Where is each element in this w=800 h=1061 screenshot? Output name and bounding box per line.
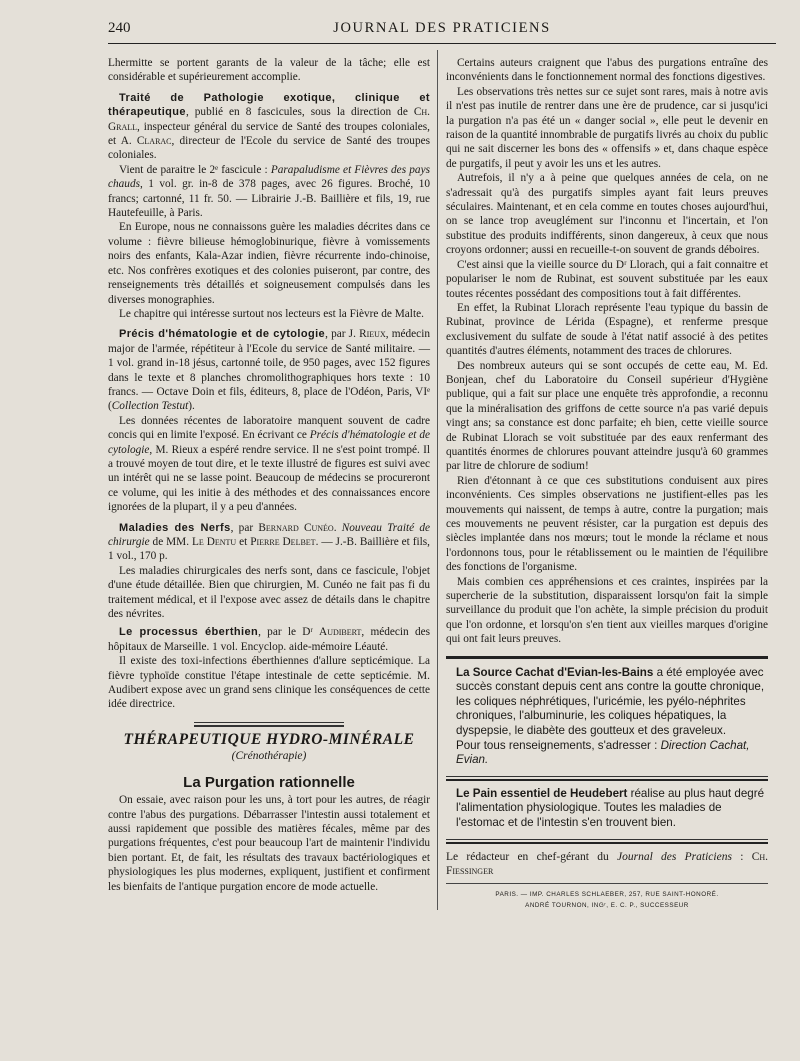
author-name: Bernard Cunéo — [258, 521, 334, 534]
column-separator — [437, 50, 438, 910]
text-run: , par — [230, 521, 259, 534]
text-run: Le rédacteur en chef-gérant du — [446, 850, 617, 863]
rule — [446, 839, 768, 844]
imprint-line-1: PARIS. — IMP. CHARLES SCHLAEBER, 257, RUE SAINT-HONORÉ. — [495, 891, 719, 899]
paragraph: Des nombreux auteurs qui se sont occupés de cette eau, M. Ed. Bonjean, chef du Laboratoire du Conseil supérieur d'Hygiène publique, qui a fait sur place une enquête très approfondie, a reconnu que la minéralisation des griffons de cette source n'a pas varié depuis vingt ans; sa constance est donc parfaite; eh bien, cette vieille source de Rubinat Llorach se voit substituée par des eaux renfermant des quantités énormes de chlorures pouvant atteindre jusqu'à 60 grammes par litre de chlorure de sodium! — [446, 359, 768, 473]
rule — [446, 656, 768, 659]
ad-title: La Source Cachat d'Evian-les-Bains — [456, 665, 654, 679]
right-column — [446, 56, 768, 910]
text-run: a été employée avec succès constant depuis cent ans contre la goutte chronique, les coliques néphrétiques, l'uricémie, les pyélo-néphrites chroniques, l'albuminurie, les coliques hépatiques, la dyspepsie, le diabète des goutteux et des graveleux. — [456, 665, 765, 738]
paragraph: Les observations très nettes sur ce sujet sont rares, mais à notre avis il n'est pas inutile de rentrer dans une ère de prudence, car si jusqu'ici la purgation n'a pas été un « danger social », elle peut le devenir en raison de la quantité innombrable de purgatifs livrés au choix du public qui ne sait discerner les bons des « offensifs » et, dans chaque espèce de purgatifs, il peut y avoir les uns et les autres. — [446, 85, 768, 170]
text-run: , inspecteur général du service de Santé des troupes coloniales, et A. — [108, 120, 430, 148]
paragraph: Mais combien ces appréhensions et ces craintes, inspirées par la supercherie de la substitution, disparaissent lorsqu'on fait la simple surveillance du produit que l'on achète, la simple précision du produit que l'on ordonne, et lorsqu'on s'en tient aux vieilles marques d'origine qui ont fait leurs preuves. — [446, 575, 768, 646]
paragraph: Le chapitre qui intéresse surtout nos lecteurs est la Fièvre de Malte. — [119, 307, 424, 320]
book-title: Nouveau Traité de chirurgie — [108, 521, 430, 548]
author-name: Ch. Grall — [108, 106, 430, 133]
text-run: , médecin major de l'armée, répétiteur à l'Ecole du service de Santé militaire. — 1 vol. grand in-18 jésus, cartonné toile, de 950 pages, avec 152 figures dans le texte et 8 planches chromolithographiques hors texte : 10 francs. — Octave Doin et fils, éditeurs, 8, place de l'Odéon, Paris, VIᵉ ( — [108, 328, 430, 413]
text-run: : — [731, 850, 752, 863]
book-review-processus-eberthien — [108, 625, 430, 654]
paragraph — [108, 414, 430, 515]
paragraph — [108, 163, 430, 221]
paragraph: Certains auteurs craignent que l'abus des purgations entraîne des inconvénients dans le fonctionnement normal des fonctions digestives. — [446, 57, 768, 84]
book-review-pathologie-exotique — [108, 91, 430, 163]
text-run: , par le Dʳ — [258, 626, 320, 639]
ad-title: Le Pain essentiel de Heudebert — [456, 786, 628, 800]
journal-name: Journal des Praticiens — [617, 850, 732, 863]
advertisement-heudebert — [446, 787, 768, 831]
ad-address: Direction Cachat, Evian. — [456, 738, 750, 767]
text-run: . — [333, 521, 342, 534]
page-header — [108, 18, 776, 44]
text-run: , 1 vol. gr. in-8 de 378 pages, avec 26 figures. Broché, 10 francs; cartonné, 11 fr. 50. — Librairie J.-B. Baillière et fils, 19, rue Hautefeuille, à Paris. — [108, 178, 430, 220]
paragraph: Rien d'étonnant à ce que ces substitutions conduisent aux pires inconvénients. Ces simples observations ne justifient-elles pas les mouvements qui naissent, de temps à autre, contre la purgation; mais ces mouvements ne peuvent résister, car la purgation est depuis des siècles implantée dans nos mœurs; tout le monde la réclame et nous l'ordonnons tous, pour le rétablissement ou le maintien de l'équilibre des fonctions de l'organisme. — [446, 474, 768, 574]
text-run: , publié en 8 fascicules, sous la direction de — [185, 106, 414, 119]
page-number: 240 — [108, 20, 131, 36]
review-title: Précis d'hématologie et de cytologie — [119, 328, 326, 341]
article-title: La Purgation rationnelle — [183, 773, 355, 791]
imprint-line-2: ANDRÉ TOURNON, INGʳ, E. C. P., SUCCESSEUR — [525, 901, 689, 909]
section-subtitle: (Crénothérapie) — [231, 750, 307, 763]
review-title: Maladies des Nerfs — [119, 521, 231, 534]
ad-text — [446, 787, 768, 831]
ad-text — [446, 666, 768, 739]
rule — [446, 776, 768, 781]
paragraph: On essaie, avec raison pour les uns, à tort pour les autres, de réagir contre l'abus des purgations. Débarrasser l'intestin aussi totalement et aussi rapidement que possible des matières fécales, même par des purgations fréquentes, c'est pour beaucoup l'art de maintenir l'individu bien portant. Et, de fait, les résultats des travaux bactériologiques et physiologiques les plus modernes, expliquent, justifient et confirment les bienfaits de l'antique purgation encore de mode actuelle. — [108, 794, 430, 893]
text-run: , par J. — [325, 328, 360, 341]
paragraph: Les maladies chirurgicales des nerfs sont, dans ce fascicule, l'objet d'une étude détaillée. Bien que chirurgien, M. Cunéo ne fait pas fi du traitement médical, et il l'expose avec assez de détails dans le chapitre des névrites. — [108, 564, 430, 621]
text-run: ). — [188, 400, 195, 413]
text-run: , médecin des hôpitaux de Marseille. 1 vol. Encyclop. aide-mémoire Léauté. — [108, 626, 430, 653]
paragraph: En effet, la Rubinat Llorach représente l'eau typique du bassin de Rubinat, province de Lérida (Espagne), et renferme presque exclusivement du sulfate de soude à l'état natif associé à des petites quantités d'autres éléments, notamment des traces de chlorures. — [446, 301, 768, 358]
collection-name: Collection Testut — [111, 400, 189, 413]
paragraph: Lhermitte se portent garants de la valeur de la tâche; elle est considérable et supérieurement accomplie. — [108, 57, 430, 84]
author-name: Clarac — [136, 135, 172, 148]
paragraph: En Europe, nous ne connaissons guère les maladies décrites dans ce volume : fièvre bilieuse hémoglobinurique, fièvre à vomissements noirs des enfants, Kala-Azar indien, fièvre récurrente indo-chinoise, etc. Nos confrères exotiques et des colonies puiseront, par contre, des renseignements très détaillés et soigneusement compulsés dans les diverses monographies. — [108, 221, 430, 306]
author-name: Rieux — [359, 328, 386, 341]
paragraph: Il existe des toxi-infections éberthiennes d'allure septicémique. La fièvre typhoïde constitue l'étape intestinale de cette septicémie. M. Audibert expose avec un grand sens clinique les conséquences de cette idée directrice. — [108, 655, 430, 711]
text-run: , directeur de l'Ecole du service de Santé des troupes coloniales. — [108, 135, 430, 162]
text-run: . — J.-B. Baillière et fils, 1 vol., 170 p. — [108, 536, 430, 563]
journal-title: JOURNAL DES PRATICIENS — [333, 20, 551, 36]
editor-name: Ch. Fiessinger — [446, 850, 769, 877]
paragraph: Autrefois, il n'y a à peine que quelques années de cela, on ne s'adressait qu'à des purgatifs simples ayant fait leurs preuves séculaires. Maintenant, et en cela comme en toutes choses aujourd'hui, on se lance trop aveuglément sur l'inconnu et l'incertain, et l'on substitue des produits indifférents, sinon dangereux, à ceux que nous croyons ordonner; aussi en recueille-t-on souvent de grands déboires. — [446, 172, 768, 257]
text-run: , M. Rieux a espéré rendre service. Il ne s'est point trompé. Il a trouvé moyen de tout dire, et le texte illustré de figures est suivi avec un intérêt qui ne se lasse point. Beaucoup de médecins se procureront ce volume, qui les initie à des méthodes et des connaissances encore ignorées de la plupart, il y a peu d'années. — [108, 443, 430, 514]
text-run: de MM. — [149, 536, 192, 548]
text-run: et — [236, 536, 251, 548]
review-title: Le processus éberthien — [119, 626, 259, 639]
book-title: Parapaludisme et Fièvres des pays chauds — [108, 163, 430, 191]
ad-contact — [446, 739, 768, 768]
review-title: Traité de Pathologie exotique, clinique et thérapeutique — [108, 91, 430, 119]
text-run: Les données récentes de laboratoire manquent souvent de cadre concis qui en limite l'exposé. En écrivant ce — [108, 414, 430, 442]
text-run: Pour tous renseignements, s'adresser : — [456, 738, 661, 752]
paragraph: C'est ainsi que la vieille source du Dʳ Llorach, qui a fait connaitre et populariser le nom de Rubinat, est souvent substituée par les eaux toutes récentes possédant des compositions tout à fait différentes. — [446, 258, 768, 300]
editor-credit — [446, 850, 768, 879]
rule — [446, 883, 768, 884]
author-name: Pierre Delbet — [250, 536, 316, 548]
text-run: Vient de paraitre le 2ᵉ fascicule : — [119, 163, 271, 176]
text-run: réalise au plus haut degré l'alimentation physiologique. Toutes les maladies de l'estomac et de l'intestin s'en trouvent bien. — [456, 786, 765, 829]
section-title: THÉRAPEUTIQUE HYDRO-MINÉRALE — [123, 730, 415, 748]
left-column — [108, 56, 430, 894]
author-name: Audibert — [319, 626, 362, 639]
book-title: Précis d'hématologie et de cytologie — [108, 429, 430, 456]
book-review-hematologie — [108, 327, 430, 413]
author-name: Le Dentu — [191, 536, 237, 548]
section-divider — [194, 722, 344, 727]
advertisement-cachat — [446, 666, 768, 768]
book-review-maladies-nerfs — [108, 521, 430, 564]
